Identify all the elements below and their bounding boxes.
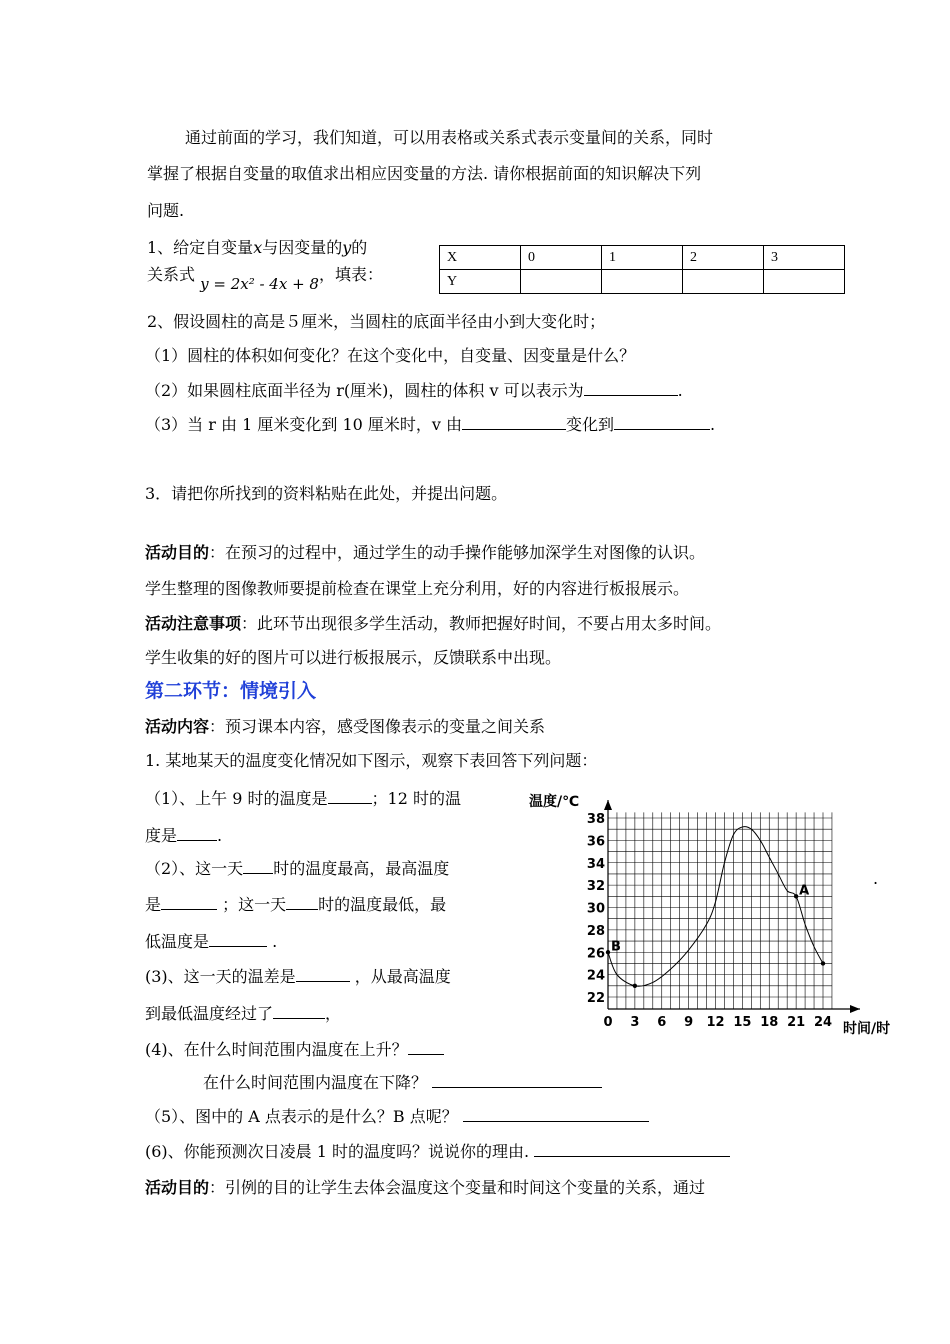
q2-sub-1: （1）圆柱的体积如何变化？在这个变化中，自变量、因变量是什么？: [145, 346, 636, 365]
temp-q2-text-3: 是: [145, 895, 162, 914]
blank-max-temp[interactable]: [161, 895, 217, 910]
data-point: [821, 961, 825, 965]
q1-mid: 与因变量的: [262, 238, 343, 257]
temp-q3-text-4: ，: [325, 1004, 342, 1023]
q1-suffix: 的: [351, 238, 368, 257]
purpose-1-line-2: 学生整理的图像教师要提前检查在课堂上充分利用，好的内容进行板报展示。: [145, 579, 690, 598]
temp-q2-text-4: ；这一天: [222, 895, 287, 914]
blank-max-time[interactable]: [243, 859, 273, 874]
table-cell[interactable]: [683, 270, 764, 294]
temp-q3-text: (3)、这一天的温差是: [145, 967, 296, 986]
temp-q1-text: （1）、上午 9 时的温度是: [145, 789, 328, 808]
y-tick-label: 24: [586, 968, 605, 984]
temp-q6: [145, 1141, 730, 1163]
intro-line-3: 问题.: [147, 201, 185, 220]
q1-relation-label: 关系式: [147, 265, 196, 284]
y-tick-label: 28: [586, 923, 605, 939]
temp-q3-text-3: 到最低温度经过了: [145, 1004, 274, 1023]
blank-12pm[interactable]: [177, 826, 217, 841]
temp-q3-text-2: ，从最高温度: [354, 967, 451, 986]
temp-q2-text-5: 时的温度最低，最: [318, 895, 447, 914]
q1-formula: y = 2x² - 4x + 8: [200, 275, 319, 293]
activity-content: [145, 716, 545, 738]
period: .: [677, 381, 683, 400]
q1-line-2: [147, 264, 383, 293]
x-tick-label: 9: [684, 1015, 694, 1030]
temp-q1-line-2: [145, 825, 222, 847]
x-tick-label: 0: [603, 1015, 613, 1030]
x-tick-label: 12: [706, 1015, 725, 1030]
data-point: [606, 950, 610, 954]
table-cell[interactable]: [521, 270, 602, 294]
q2-sub-3: [145, 414, 715, 436]
q2-sub-2: [145, 380, 683, 402]
table-header-cell: 3: [764, 246, 845, 270]
temperature-chart: [525, 790, 925, 1050]
period: .: [272, 932, 278, 951]
table-header-cell: X: [440, 246, 521, 270]
temp-q1-text-2: ；12 时的温: [371, 789, 461, 808]
temp-q2-text-6: 低温度是: [145, 932, 210, 951]
y-axis-arrow: [604, 800, 612, 810]
temp-q2-text: （2）、这一天: [145, 859, 244, 878]
purpose-2-text: ：引例的目的让学生去体会温度这个变量和时间这个变量的关系，通过: [209, 1178, 706, 1197]
data-point: [633, 984, 637, 988]
blank-elapsed[interactable]: [273, 1004, 325, 1019]
temp-q4-line-1: [145, 1039, 444, 1061]
y-axis-label: 温度/℃: [529, 794, 580, 810]
blank-points[interactable]: [463, 1107, 649, 1122]
q2-sub-3-text: （3）当 r 由 1 厘米变化到 10 厘米时，v 由: [145, 415, 463, 434]
notes-line-2: 学生收集的好的图片可以进行板报展示，反馈联系中出现。: [145, 648, 562, 667]
temp-q2-line-3: [145, 931, 277, 953]
point-label-b: B: [611, 939, 621, 955]
purpose-label: 活动目的: [145, 543, 210, 562]
blank-falling[interactable]: [432, 1073, 602, 1088]
x-tick-label: 18: [760, 1015, 779, 1030]
notes-text: ：此环节出现很多学生活动，教师把握好时间，不要占用太多时间。: [241, 614, 722, 633]
purpose-1-line-1: [145, 542, 705, 564]
temp-q2-text-2: 时的温度最高，最高温度: [273, 859, 450, 878]
intro-line-2: 掌握了根据自变量的取值求出相应因变量的方法. 请你根据前面的知识解决下列: [147, 164, 702, 183]
point-label-a: A: [799, 883, 810, 899]
temp-intro: 1. 某地某天的温度变化情况如下图示，观察下表回答下列问题：: [145, 751, 598, 770]
blank-rising[interactable]: [408, 1040, 444, 1055]
y-tick-label: 30: [586, 901, 605, 917]
table-header-cell: 1: [602, 246, 683, 270]
from-blank[interactable]: [462, 415, 566, 430]
q2-title: 2、假设圆柱的高是５厘米，当圆柱的底面半径由小到大变化时；: [147, 312, 606, 331]
y-tick-label: 34: [586, 856, 605, 872]
temp-q3-line-2: [145, 1003, 341, 1025]
temp-q4-text: (4)、在什么时间范围内温度在上升？: [145, 1040, 408, 1059]
chart-axes: [604, 800, 860, 1013]
blank-min-time[interactable]: [286, 895, 318, 910]
purpose-label: 活动目的: [145, 1178, 210, 1197]
temp-q4-line-2: [203, 1072, 602, 1094]
temp-q5-text: （5）、图中的 A 点表示的是什么？B 点呢？: [145, 1107, 458, 1126]
stray-dot: .: [873, 869, 879, 888]
y-tick-label: 32: [586, 879, 605, 895]
intro-line-1: 通过前面的学习，我们知道，可以用表格或关系式表示变量间的关系，同时: [185, 128, 714, 147]
q1-prefix: 1、给定自变量: [147, 238, 254, 257]
y-tick-label: 36: [586, 834, 605, 850]
y-tick-label: 26: [586, 946, 605, 962]
notes-line-1: [145, 613, 721, 635]
table-header-cell: 0: [521, 246, 602, 270]
x-tick-label: 6: [657, 1015, 667, 1030]
q1-line-1: [147, 237, 367, 259]
period: .: [710, 415, 716, 434]
q1-fill: ，填表：: [318, 265, 383, 284]
x-tick-label: 24: [813, 1015, 833, 1030]
xy-table: [439, 245, 845, 294]
temp-q2-line-1: [145, 858, 449, 880]
x-tick-label: 21: [787, 1015, 806, 1030]
temp-q1-line-1: [145, 788, 461, 810]
temp-q3-line-1: [145, 966, 451, 988]
x-axis-arrow: [850, 1005, 860, 1013]
data-point: [794, 894, 798, 898]
blank-9am[interactable]: [328, 789, 372, 804]
y-tick-label: 22: [586, 991, 605, 1006]
chart-grid: [608, 812, 832, 1009]
q2-sub-3-mid: 变化到: [566, 415, 615, 434]
x-tick-label: 3: [630, 1015, 640, 1030]
var-y: y: [342, 238, 352, 257]
purpose-2: [145, 1177, 705, 1199]
x-axis-label: 时间/时: [843, 1021, 891, 1037]
notes-label: 活动注意事项: [145, 614, 242, 633]
temp-q1-text-3: 度是: [145, 826, 178, 845]
table-header-cell: 2: [683, 246, 764, 270]
section-2-title: 第二环节：情境引入: [145, 680, 317, 702]
purpose-1-text: ：在预习的过程中，通过学生的动手操作能够加深学生对图像的认识。: [209, 543, 706, 562]
var-x: x: [253, 238, 263, 257]
q2-sub-2-text: （2）如果圆柱底面半径为 r(厘米)，圆柱的体积 v 可以表示为: [145, 381, 584, 400]
content-label: 活动内容: [145, 717, 210, 736]
table-cell: Y: [440, 270, 521, 294]
to-blank[interactable]: [614, 415, 710, 430]
table-cell[interactable]: [602, 270, 683, 294]
x-tick-label: 15: [733, 1015, 752, 1030]
blank-min-temp[interactable]: [209, 932, 267, 947]
temp-q6-text: (6)、你能预测次日凌晨 1 时的温度吗？说说你的理由.: [145, 1142, 530, 1161]
temp-q2-line-2: [145, 894, 446, 916]
period: .: [217, 826, 223, 845]
q3-text: 3．请把你所找到的资料粘贴在此处，并提出问题。: [145, 484, 508, 503]
table-cell[interactable]: [764, 270, 845, 294]
blank-predict[interactable]: [534, 1142, 730, 1157]
temp-q4-text-2: 在什么时间范围内温度在下降？: [203, 1073, 428, 1092]
y-tick-label: 38: [586, 812, 605, 827]
content-text: ：预习课本内容，感受图像表示的变量之间关系: [209, 717, 546, 736]
blank-range[interactable]: [296, 967, 350, 982]
temp-q5: [145, 1106, 649, 1128]
volume-blank[interactable]: [584, 381, 678, 396]
